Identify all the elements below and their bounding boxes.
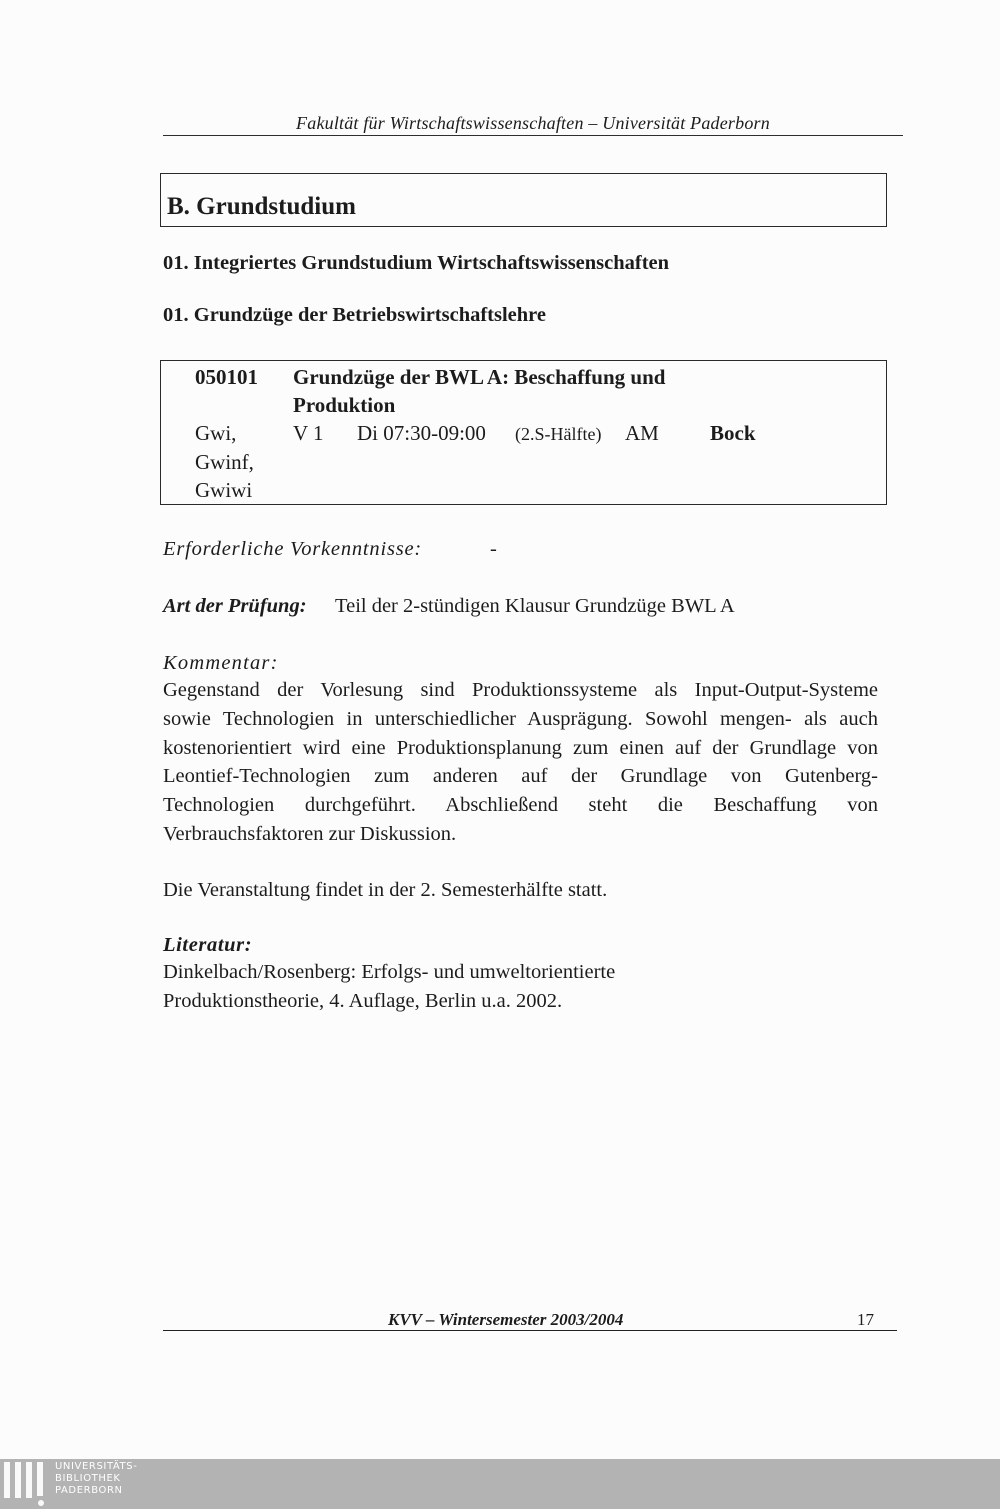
course-time: Di 07:30-09:00 (357, 421, 486, 445)
comment-line: Leontief-Technologien zum anderen auf der Grundlage von Gutenberg- (163, 765, 878, 788)
course-type: V 1 (293, 421, 324, 445)
literature-line: Produktionstheorie, 4. Auflage, Berlin u.a. 2002. (163, 990, 563, 1012)
footer-title: KVV – Wintersemester 2003/2004 (388, 1310, 624, 1329)
schedule-note: Die Veranstaltung findet in der 2. Semesterhälfte statt. (163, 879, 608, 901)
exam-label: Art der Prüfung: (163, 595, 307, 617)
comment-line: Gegenstand der Vorlesung sind Produktionssysteme als Input-Output-Systeme (163, 679, 878, 701)
course-period: (2.S-Hälfte) (515, 424, 602, 444)
program-heading: 01. Integriertes Grundstudium Wirtschaftswissenschaften (163, 252, 670, 274)
course-box (160, 360, 887, 505)
prerequisites-value: - (490, 538, 497, 560)
logo-dot (38, 1500, 44, 1506)
page-footer (163, 1307, 897, 1331)
course-title-line-1: Grundzüge der BWL A: Beschaffung und (293, 365, 666, 389)
logo-bar (4, 1462, 10, 1498)
course-program: Gwiwi (195, 478, 253, 502)
running-header-text: Fakultät für Wirtschaftswissenschaften – Universität Paderborn (296, 113, 770, 133)
comment-line: kostenorientiert wird eine Produktionsplanung zum einen auf der Grundlage von (163, 736, 878, 759)
prerequisites-row (163, 535, 422, 564)
literature-label: Literatur: (163, 934, 253, 956)
course-room: AM (625, 421, 659, 445)
course-lecturer: Bock (710, 421, 756, 445)
comment-paragraph (163, 676, 878, 849)
course-title-line-2: Produktion (293, 393, 396, 417)
library-badge-line: UNIVERSITÄTS- (55, 1461, 138, 1472)
running-header (163, 112, 903, 136)
library-badge-text (55, 1461, 137, 1497)
prerequisites-label: Erforderliche Vorkenntnisse: (163, 538, 423, 560)
module-heading: 01. Grundzüge der Betriebswirtschaftslehre (163, 304, 547, 326)
course-number: 050101 (195, 365, 258, 389)
section-box (160, 173, 887, 227)
exam-value: Teil der 2-stündigen Klausur Grundzüge BWL A (335, 595, 735, 617)
section-title: B. Grundstudium (167, 193, 356, 220)
library-bar (0, 1459, 1000, 1509)
course-program: Gwinf, (195, 449, 254, 474)
comment-line: sowie Technologien in unterschiedlicher Ausprägung. Sowohl mengen- als auch (163, 707, 878, 730)
course-program: Gwi, (195, 421, 237, 445)
literature-list (163, 958, 615, 1016)
comment-line: Verbrauchsfaktoren zur Diskussion. (163, 822, 457, 845)
comment-line: Technologien durchgeführt. Abschließend steht die Beschaffung von (163, 794, 878, 817)
literature-line: Dinkelbach/Rosenberg: Erfolgs- und umweltorientierte (163, 961, 616, 983)
library-badge-line: PADERBORN (55, 1485, 123, 1496)
library-badge-line: BIBLIOTHEK (55, 1473, 121, 1484)
logo-bar (37, 1462, 43, 1496)
logo-bar (15, 1462, 21, 1498)
page-number: 17 (857, 1310, 874, 1329)
logo-bar (26, 1462, 32, 1498)
comment-label: Kommentar: (163, 652, 279, 674)
